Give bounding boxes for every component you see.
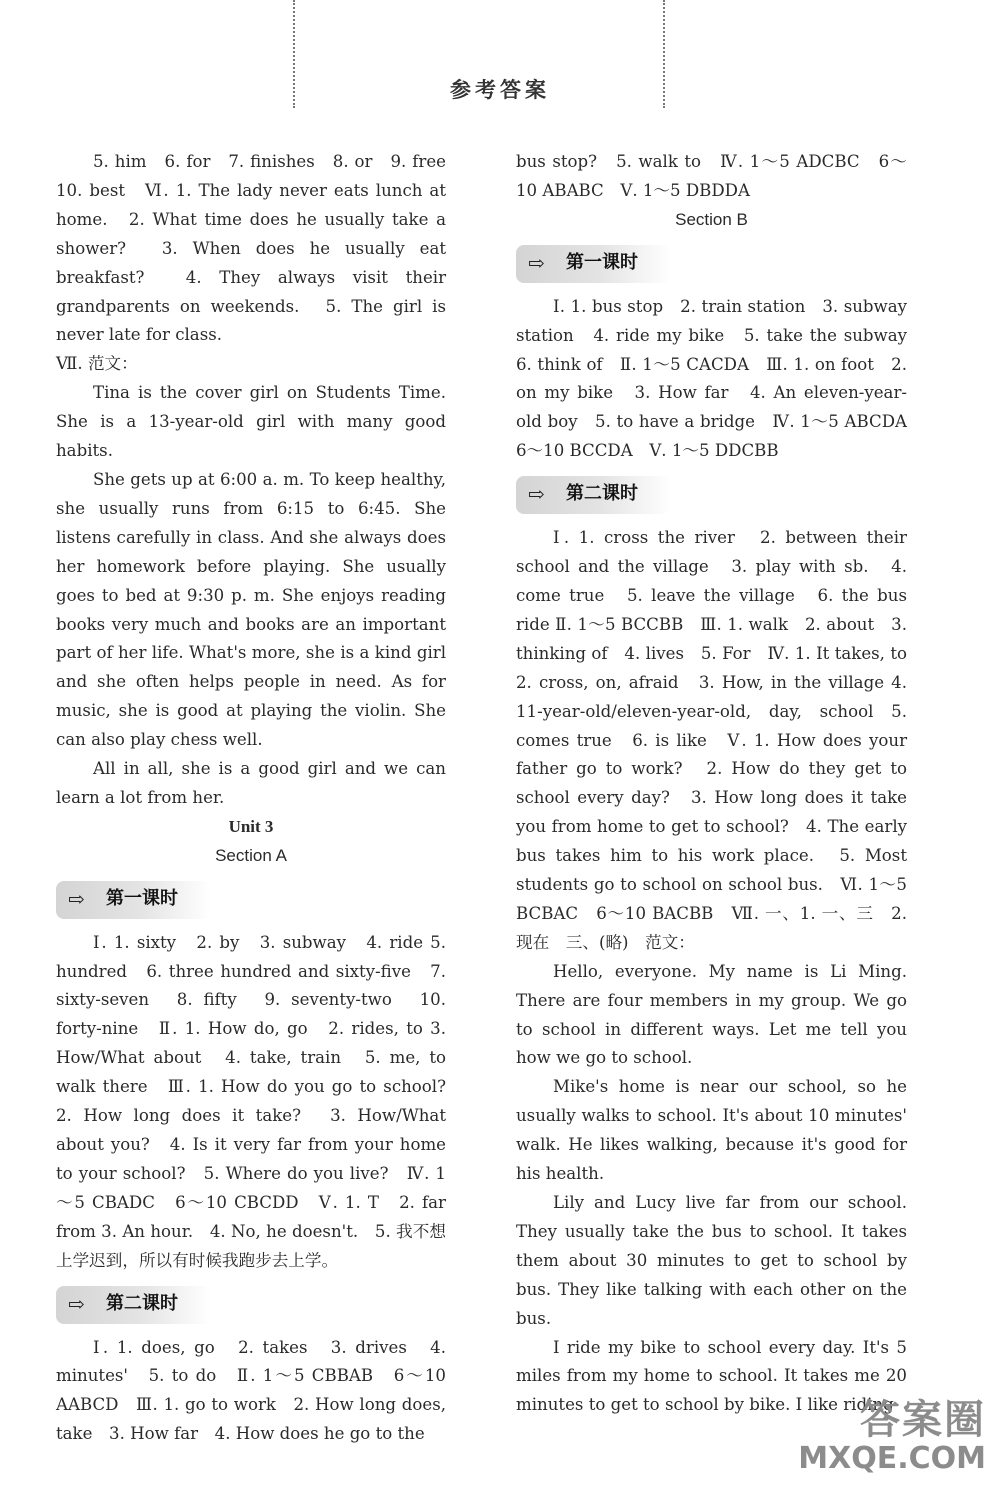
arrow-right-icon: ⇨ [68, 1291, 85, 1316]
answer-paragraph: bus stop? 5. walk to Ⅳ. 1～5 ADCBC 6～10 ABABC Ⅴ. 1～5 DBDDA [516, 152, 907, 200]
lesson-heading [516, 476, 671, 514]
essay-paragraph: Hello, everyone. My name is Li Ming. There are four members in my group. We go to school in different ways. Let me tell you how we go to school. [516, 961, 907, 1068]
left-column [56, 148, 446, 1449]
answer-paragraph: 5. him 6. for 7. finishes 8. or 9. free 10. best Ⅵ. 1. The lady never eats lunch at home. 2. What time does he usually take a shower? 3. When does he usually eat breakfast? 4. They always visit their grandparents on weekends. 5. The girl is never late for class. [56, 152, 446, 345]
arrow-right-icon: ⇨ [528, 482, 545, 507]
essay-paragraph: All in all, she is a good girl and we can learn a lot from her. [56, 759, 446, 807]
lesson-heading [56, 1286, 211, 1324]
answer-paragraph: Ⅰ. 1. cross the river 2. between their school and the village 3. play with sb. 4. come true 5. leave the village 6. the bus ride Ⅱ. 1～5 BCCBB Ⅲ. 1. walk 2. about 3. thinking of 4. lives 5. For Ⅳ. 1. It takes, to 2. cross, on, afraid 3. How, in the village 4. 11-year-old/eleven-year-old, day, school 5. comes true 6. is like Ⅴ. 1. How does your father go to work? 2. How do they get to school every day? 3. How long does it take you from home to get to school? 4. The early bus takes him to his work place. 5. Most students go to school on school bus. Ⅵ. 1～5 BCBAC 6～10 BACBB Ⅶ. 一、1. 一、三 2. 现在 三、(略) 范文： [516, 528, 924, 952]
lesson-heading-label: 第一课时 [566, 251, 638, 273]
arrow-right-icon: ⇨ [68, 886, 85, 911]
essay-paragraph: I ride my bike to school every day. It's 5 miles from my home to school. It takes me 20 minutes to get to school by bike. I like riding [516, 1337, 907, 1415]
right-column [516, 148, 924, 1420]
answer-paragraph: Ⅰ. 1. bus stop 2. train station 3. subway station 4. ride my bike 5. take the subway 6. think of Ⅱ. 1～5 CACDA Ⅲ. 1. on foot 2. on my bike 3. How far 4. An eleven-year-old boy 5. to have a bridge Ⅳ. 1～5 ABCDA 6～10 BCCDA Ⅴ. 1～5 DDCBB [516, 296, 924, 461]
watermark [798, 1398, 986, 1476]
answer-paragraph: Ⅰ. 1. does, go 2. takes 3. drives 4. minutes' 5. to do Ⅱ. 1～5 CBBAB 6～10 AABCD Ⅲ. 1. go to work 2. How long does, take 3. How far 4. How does he go to the [56, 1337, 446, 1444]
lesson-heading [516, 245, 671, 283]
essay-paragraph: Mike's home is near our school, so he usually walks to school. It's about 10 minutes' walk. He likes walking, because it's good for his health. [516, 1077, 907, 1184]
unit-title: Unit 3 [228, 816, 274, 836]
section-title: Section B [675, 209, 748, 229]
lesson-heading-label: 第一课时 [106, 887, 178, 909]
lesson-heading-label: 第二课时 [106, 1292, 178, 1314]
section-title: Section A [215, 845, 287, 865]
essay-paragraph: Tina is the cover girl on Students Time. She is a 13-year-old girl with many good habits. [56, 383, 446, 461]
watermark-url: MXQE.COM [798, 1441, 986, 1476]
essay-paragraph: She gets up at 6:00 a. m. To keep healthy, she usually runs from 6:15 to 6:45. She listens carefully in class. And she always does her homework before playing. She usually goes to bed at 9:30 p. m. She enjoys reading books very much and books are an important part of her life. What's more, she is a kind girl and she often helps people in need. As for music, she is good at playing the violin. She can also play chess well. [56, 469, 446, 750]
page-header-title: 参考答案 [450, 78, 550, 102]
lesson-heading [56, 881, 211, 919]
answer-paragraph: Ⅰ. 1. sixty 2. by 3. subway 4. ride 5. hundred 6. three hundred and sixty-five 7. sixty-seven 8. fifty 9. seventy-two 10. forty-nine Ⅱ. 1. How do, go 2. rides, to 3. How/What about 4. take, train 5. me, to walk there Ⅲ. 1. How do you go to school? 2. How long does it take? 3. How/What about you? 4. Is it very far from your home to your school? 5. Where do you live? Ⅳ. 1～5 CBADC 6～10 CBCDD Ⅴ. 1. T 2. far from 3. An hour. 4. No, he doesn't. 5. 我不想上学迟到，所以有时候我跑步去上学。 [56, 932, 446, 1270]
arrow-right-icon: ⇨ [528, 250, 545, 275]
watermark-logo: 答案圈 [860, 1397, 986, 1443]
essay-paragraph: Lily and Lucy live far from our school. They usually take the bus to school. It takes them about 30 minutes to get to school by bus. They like talking with each other on the bus. [516, 1193, 907, 1328]
lesson-heading-label: 第二课时 [566, 483, 638, 505]
essay-label: Ⅶ. 范文： [56, 354, 138, 374]
